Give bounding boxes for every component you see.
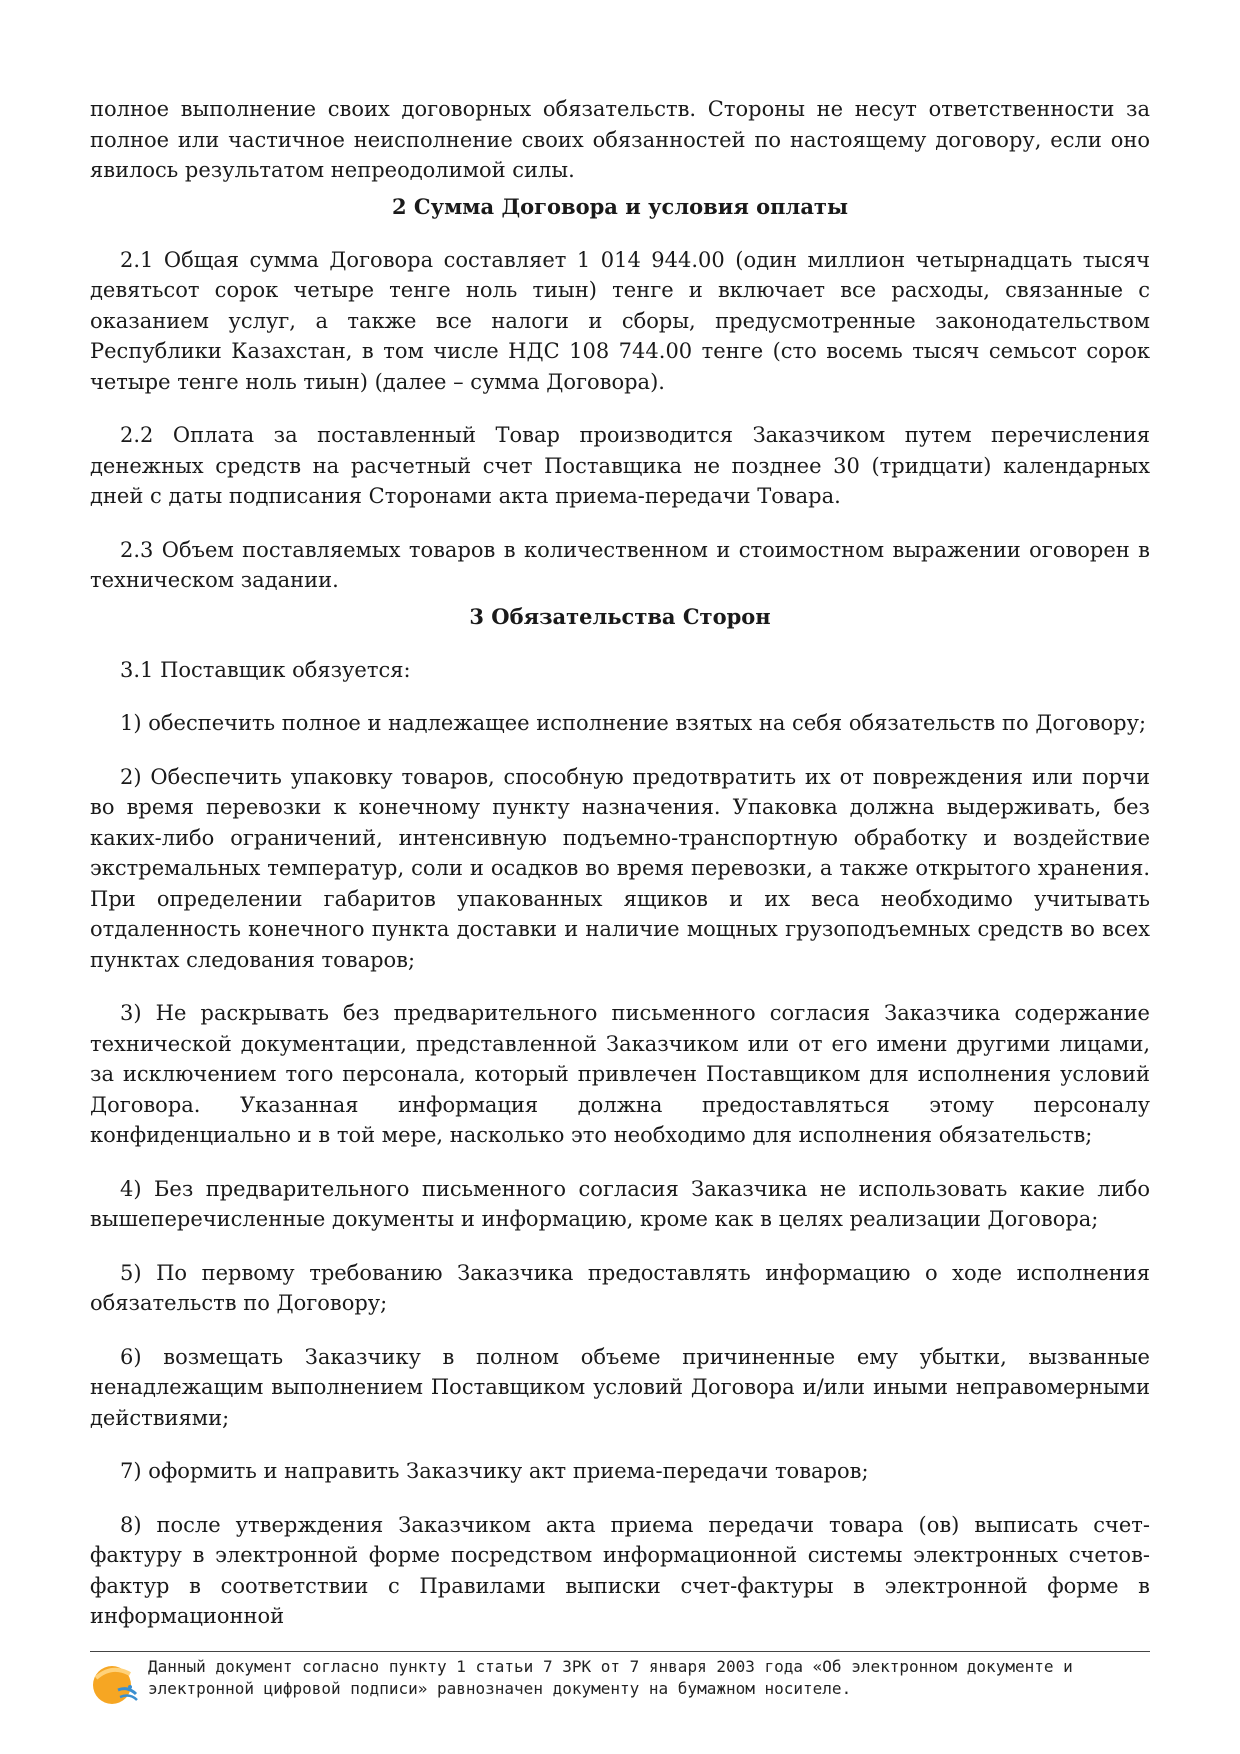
- clause-2-1: 2.1 Общая сумма Договора составляет 1 014 944.00 (один миллион четырнадцать тысяч девятьсот сорок четыре тенге ноль тиын) тенге и включает все расходы, связанные с оказанием услуг, а также все налоги и сборы, предусмотренные законодательством Республики Казахстан, в том числе НДС 108 744.00 тенге (сто восемь тысяч семьсот сорок четыре тенге ноль тиын) (далее – сумма Договора).: [90, 247, 1150, 394]
- obligation-item-6: 6) возмещать Заказчику в полном объеме причиненные ему убытки, вызванные ненадлежащим выполнением Поставщиком условий Договора и/или иными неправомерными действиями;: [90, 1344, 1150, 1430]
- obligation-item-7: 7) оформить и направить Заказчику акт приема-передачи товаров;: [120, 1459, 869, 1483]
- legal-notice: [148, 1656, 1148, 1700]
- clause-2-3: 2.3 Объем поставляемых товаров в количественном и стоимостном выражении оговорен в техническом задании.: [90, 537, 1150, 592]
- intro-paragraph: полное выполнение своих договорных обязательств. Стороны не несут ответственности за полное или частичное неисполнение своих обязанностей по настоящему договору, если оно явилось результатом непреодолимой силы.: [90, 97, 1150, 182]
- clause-3-1: 3.1 Поставщик обязуется:: [120, 657, 411, 682]
- obligation-item-1: 1) обеспечить полное и надлежащее исполнение взятых на себя обязательств по Договору;: [120, 711, 1147, 735]
- obligation-item-3: 3) Не раскрывать без предварительного письменного согласия Заказчика содержание технической документации, представленной Заказчиком или от его имени другими лицами, за исключением того персонала, который привлечен Поставщиком для исполнения условий Договора. Указанная информация должна предоставляться этому персоналу конфиденциально и в той мере, насколько это необходимо для исполнения обязательств;: [90, 1001, 1150, 1147]
- seal-icon: [90, 1660, 140, 1706]
- legal-notice-line-1: Данный документ согласно пункту 1 статьи 7 ЗРК от 7 января 2003 года «Об электронном документе и: [148, 1657, 1073, 1676]
- footer: [90, 1652, 1150, 1712]
- document-body: [90, 94, 1150, 1632]
- obligation-item-2: 2) Обеспечить упаковку товаров, способную предотвратить их от повреждения или порчи во время перевозки к конечному пункту назначения. Упаковка должна выдерживать, без каких-либо ограничений, интенсивную подъемно-транспортную обработку и воздействие экстремальных температур, соли и осадков во время перевозки, а также открытого хранения. При определении габаритов упакованных ящиков и их веса необходимо учитывать отдаленность конечного пункта доставки и наличие мощных грузоподъемных средств во всех пунктах следования товаров;: [90, 764, 1150, 972]
- section-3-heading: 3 Обязательства Сторон: [469, 603, 771, 629]
- legal-notice-line-2: электронной цифровой подписи» равнозначен документу на бумажном носителе.: [148, 1679, 852, 1698]
- obligation-item-4: 4) Без предварительного письменного согласия Заказчика не использовать какие либо вышеперечисленные документы и информацию, кроме как в целях реализации Договора;: [90, 1176, 1150, 1231]
- section-2-heading: 2 Сумма Договора и условия оплаты: [391, 193, 848, 219]
- obligation-item-8: 8) после утверждения Заказчиком акта приема передачи товара (ов) выписать счет-фактуру в электронной форме посредством информационной системы электронных счетов-фактур в соответствии с Правилами выписки счет-фактуры в электронной форме в информационной: [90, 1512, 1150, 1628]
- clause-2-2: 2.2 Оплата за поставленный Товар производится Заказчиком путем перечисления денежных средств на расчетный счет Поставщика не позднее 30 (тридцати) календарных дней с даты подписания Сторонами акта приема-передачи Товара.: [90, 423, 1150, 508]
- obligation-item-5: 5) По первому требованию Заказчика предоставлять информацию о ходе исполнения обязательств по Договору;: [90, 1260, 1150, 1315]
